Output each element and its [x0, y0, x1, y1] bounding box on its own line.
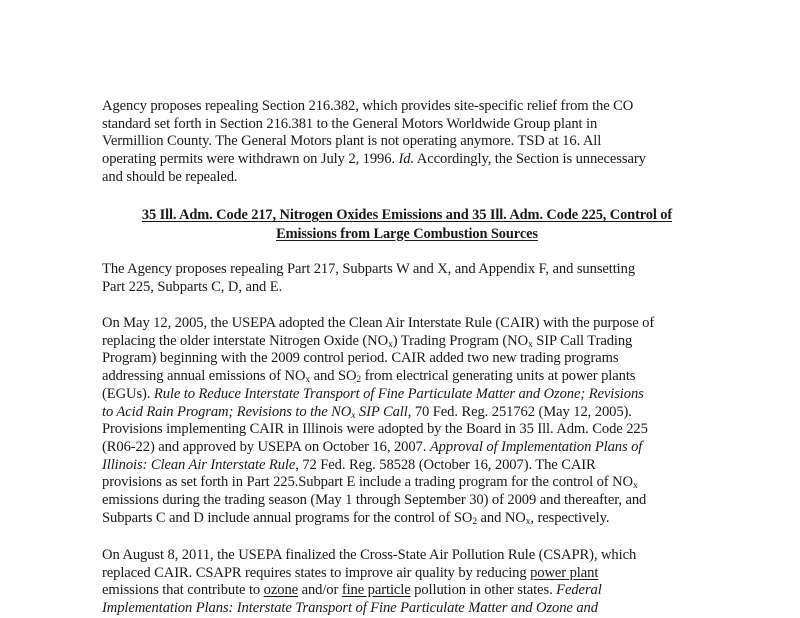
- subscript: 2: [472, 516, 477, 527]
- text-line: standard set forth in Section 216.381 to the General Motors Worldwide Group plant in: [102, 115, 598, 132]
- citation-title: to Acid Rain Program; Revisions to the NO: [102, 403, 352, 420]
- text-segment: replaced CAIR. CSAPR requires states to improve air quality by reducing: [102, 564, 531, 581]
- section-heading: [102, 206, 712, 243]
- citation-title: Illinois: Clean Air Interstate Rule: [102, 456, 296, 473]
- text-segment: , respectively.: [530, 509, 610, 526]
- text-segment: , 70 Fed. Reg. 251762 (May 12, 2005).: [407, 403, 632, 420]
- paragraph-cair: [102, 315, 712, 527]
- heading-line: Emissions from Large Combustion Sources: [276, 225, 538, 242]
- text-line: Provisions implementing CAIR in Illinois were adopted by the Board in 35 Ill. Adm. Code 225: [102, 421, 648, 438]
- text-line: Program) beginning with the 2009 control period. CAIR added two new trading programs: [102, 350, 619, 367]
- subscript: x: [388, 339, 393, 350]
- text-segment: SIP Call Trading: [532, 332, 633, 349]
- text-segment: Accordingly, the Section is unnecessary: [414, 151, 646, 168]
- text-segment: provisions as set forth in Part 225.Subpart E include a trading program for the control of NO: [102, 474, 633, 491]
- text-line: [102, 457, 712, 475]
- citation-id: Id.: [398, 151, 415, 168]
- text-line: [102, 510, 712, 528]
- text-line: Agency proposes repealing Section 216.382, which provides site-specific relief from the CO: [102, 98, 634, 114]
- text-line: [102, 333, 712, 351]
- text-line: On August 8, 2011, the USEPA finalized the Cross-State Air Pollution Rule (CSAPR), which: [102, 547, 637, 563]
- text-segment: pollution in other states.: [410, 582, 557, 599]
- text-line: On May 12, 2005, the USEPA adopted the Clean Air Interstate Rule (CAIR) with the purpose of: [102, 315, 655, 331]
- subscript: x: [305, 375, 311, 386]
- text-line: The Agency proposes repealing Part 217, Subparts W and X, and Appendix F, and sunsetting: [102, 261, 636, 277]
- hyperlink-power-plant[interactable]: power plant: [530, 564, 599, 581]
- text-segment: from electrical generating units at power plants: [361, 368, 636, 385]
- text-segment: and NO: [476, 509, 526, 526]
- citation-title: SIP Call: [355, 403, 408, 420]
- paragraph-section-216-382: [102, 98, 712, 187]
- text-line: [102, 582, 712, 600]
- text-segment: emissions that contribute to: [102, 582, 264, 599]
- text-segment: (R06-22) and approved by USEPA on October 16, 2007.: [102, 438, 430, 455]
- text-line: Vermillion County. The General Motors plant is not operating anymore. TSD at 16. All: [102, 133, 602, 150]
- citation-title: Federal: [556, 582, 602, 599]
- heading-line: 35 Ill. Adm. Code 217, Nitrogen Oxides Emissions and 35 Ill. Adm. Code 225, Control of: [141, 207, 673, 223]
- paragraph-agency-proposal: [102, 261, 712, 296]
- subscript: x: [351, 410, 356, 421]
- text-segment: addressing annual emissions of NO: [102, 368, 306, 385]
- text-line: [102, 404, 712, 422]
- text-segment: Subparts C and D include annual programs for the control of SO: [102, 509, 473, 526]
- text-line: [102, 474, 712, 492]
- subscript: x: [525, 516, 531, 527]
- text-segment: and SO: [310, 368, 357, 385]
- text-line: and should be repealed.: [102, 168, 238, 185]
- text-line: [102, 151, 712, 169]
- text-segment: operating permits were withdrawn on July 2, 1996.: [102, 151, 399, 168]
- citation-title: Rule to Reduce Interstate Transport of Fine Particulate Matter and Ozone; Revisions: [153, 385, 644, 402]
- hyperlink-fine-particle[interactable]: fine particle: [341, 582, 411, 599]
- text-line: [102, 439, 712, 457]
- text-segment: ) Trading Program (NO: [392, 332, 529, 349]
- subscript: x: [632, 481, 638, 492]
- subscript: 2: [356, 375, 362, 386]
- hyperlink-ozone[interactable]: ozone: [263, 582, 299, 599]
- text-segment: replacing the older interstate Nitrogen Oxide (NO: [102, 332, 389, 349]
- citation-title: Approval of Implementation Plans of: [429, 438, 643, 455]
- subscript: x: [528, 339, 533, 350]
- paragraph-csapr: [102, 547, 712, 618]
- text-line: [102, 386, 712, 404]
- text-line: Part 225, Subparts C, D, and E.: [102, 278, 283, 295]
- text-segment: , 72 Fed. Reg. 58528 (October 16, 2007). The CAIR: [295, 456, 596, 473]
- text-line: Implementation Plans: Interstate Transport of Fine Particulate Matter and Ozone and: [102, 600, 598, 617]
- text-segment: and/or: [298, 582, 342, 599]
- text-segment: (EGUs).: [102, 385, 154, 402]
- text-line: emissions during the trading season (May 1 through September 30) of 2009 and thereafter, and: [102, 492, 647, 509]
- text-line: [102, 368, 712, 386]
- text-line: [102, 565, 712, 583]
